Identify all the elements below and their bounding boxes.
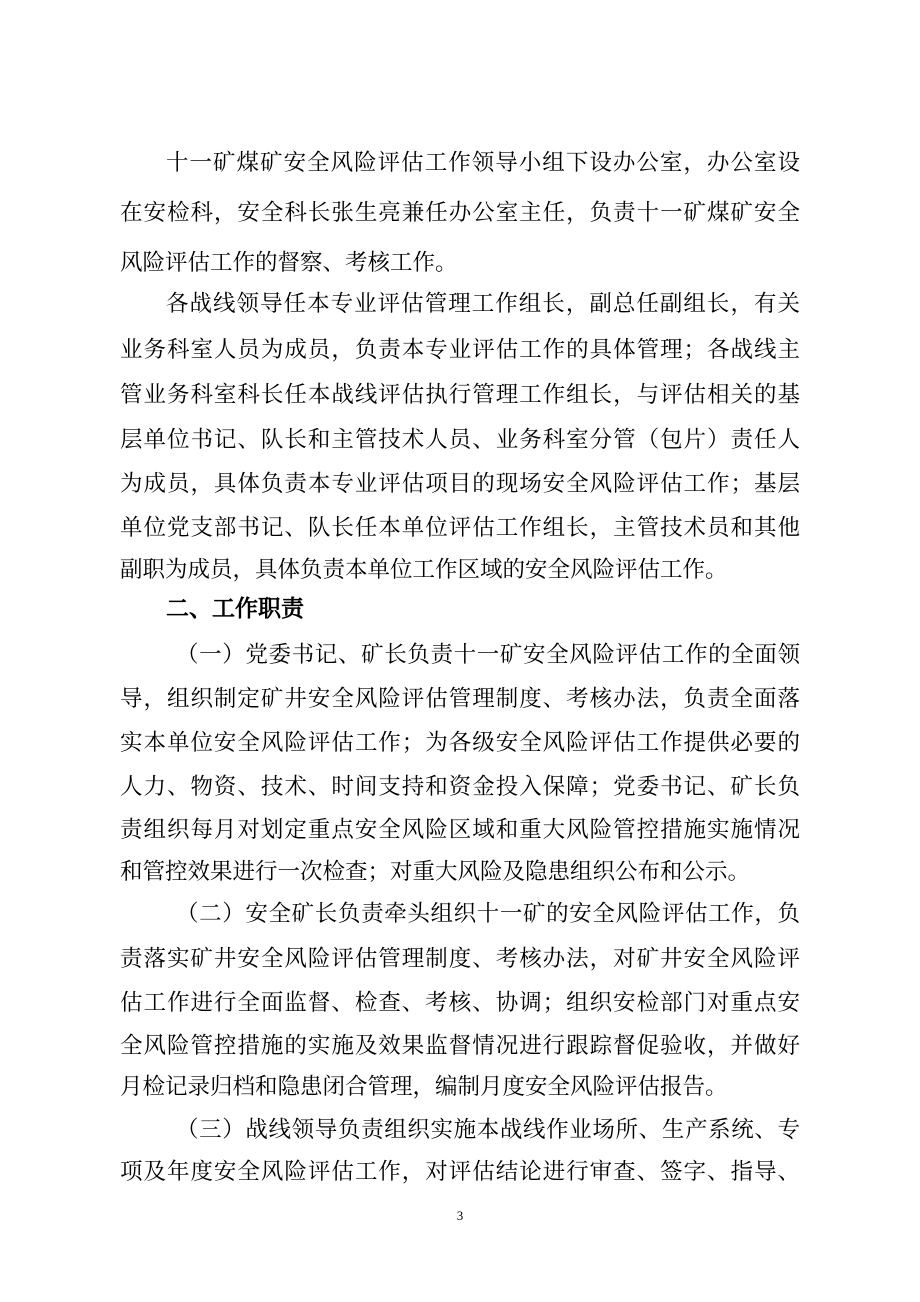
paragraph-3-line-3: 实本单位安全风险评估工作；为各级安全风险评估工作提供必要的 [120,730,800,756]
paragraph-2-line-1: 各战线领导任本专业评估管理工作组长，副总任副组长，有关 [166,291,800,317]
paragraph-1-line-2: 在安检科，安全科长张生亮兼任办公室主任，负责十一矿煤矿安全 [120,200,800,226]
paragraph-4-line-4: 全风险管控措施的实施及效果监督情况进行跟踪督促验收，并做好 [120,1033,800,1059]
paragraph-3-line-5: 责组织每月对划定重点安全风险区域和重大风险管控措施实施情况 [120,817,800,843]
paragraph-4-line-3: 估工作进行全面监督、检查、考核、协调；组织安检部门对重点安 [120,990,800,1016]
paragraph-2-line-3: 管业务科室科长任本战线评估执行管理工作组长，与评估相关的基 [120,382,800,408]
paragraph-2-line-2: 业务科室人员为成员，负责本专业评估工作的具体管理；各战线主 [120,337,800,363]
paragraph-2-line-4: 层单位书记、队长和主管技术人员、业务科室分管（包片）责任人 [120,427,800,453]
paragraph-3-line-1: （一）党委书记、矿长负责十一矿安全风险评估工作的全面领 [176,642,800,668]
paragraph-4-line-5: 月检记录归档和隐患闭合管理，编制月度安全风险评估报告。 [120,1074,728,1100]
paragraph-3-line-2: 导，组织制定矿井安全风险评估管理制度、考核办法，负责全面落 [120,686,800,712]
section-heading: 二、工作职责 [166,596,304,622]
paragraph-3-line-6: 和管控效果进行一次检查；对重大风险及隐患组织公布和公示。 [120,859,751,885]
paragraph-4-line-2: 责落实矿井安全风险评估管理制度、考核办法，对矿井安全风险评 [120,946,800,972]
paragraph-5-line-2: 项及年度安全风险评估工作，对评估结论进行审查、签字、指导、 [120,1159,800,1185]
paragraph-1-line-3: 风险评估工作的督察、考核工作。 [120,250,458,276]
paragraph-5-line-1: （三）战线领导负责组织实施本战线作业场所、生产系统、专 [176,1117,800,1143]
paragraph-2-line-7: 副职为成员，具体负责本单位工作区域的安全风险评估工作。 [120,557,728,583]
paragraph-4-line-1: （二）安全矿长负责牵头组织十一矿的安全风险评估工作，负 [176,901,800,927]
paragraph-1-line-1: 十一矿煤矿安全风险评估工作领导小组下设办公室，办公室设 [166,150,800,176]
paragraph-2-line-6: 单位党支部书记、队长任本单位评估工作组长，主管技术员和其他 [120,515,800,541]
page-number: 3 [456,1208,464,1223]
paragraph-2-line-5: 为成员，具体负责本专业评估项目的现场安全风险评估工作；基层 [120,471,800,497]
paragraph-3-line-4: 人力、物资、技术、时间支持和资金投入保障；党委书记、矿长负 [120,774,800,800]
